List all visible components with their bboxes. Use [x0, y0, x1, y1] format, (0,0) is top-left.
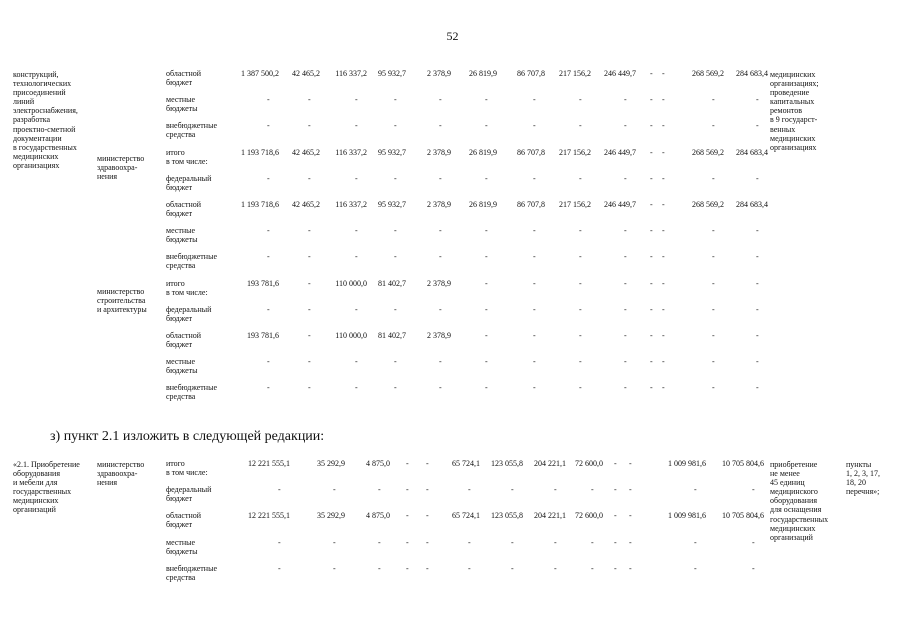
budget-label: областной бюджет [166, 200, 202, 218]
section2-row [0, 564, 905, 590]
value-cell: - [650, 147, 653, 157]
budget-label: местные бюджеты [166, 357, 198, 376]
section1-row [0, 174, 905, 200]
value-cell: - [394, 383, 397, 393]
page-number: 52 [446, 29, 459, 43]
value-cell: - [650, 173, 653, 183]
section-heading: з) пункт 2.1 изложить в следующей редакции: [50, 429, 325, 444]
value-cell: - [267, 383, 270, 393]
value-cell: - [533, 357, 536, 367]
budget-label: федеральный бюджет [166, 485, 212, 504]
budget-label: итого в том числе: [166, 278, 208, 297]
value-cell: - [439, 121, 442, 131]
value-cell: - [756, 173, 759, 183]
value-cell: - [756, 278, 759, 288]
value-cell: 42 465,2 [292, 147, 320, 157]
value-cell: - [406, 537, 409, 547]
value-cell: - [533, 383, 536, 393]
value-cell: - [426, 563, 429, 573]
value-cell: - [267, 226, 270, 236]
value-cell: - [406, 563, 409, 573]
value-cell: - [650, 278, 653, 288]
value-cell: - [624, 383, 627, 393]
value-cell: - [267, 252, 270, 262]
value-cell: - [662, 304, 665, 314]
value-cell: - [394, 252, 397, 262]
value-cell: - [624, 121, 627, 131]
value-cell: - [650, 121, 653, 131]
section1-description: конструкций, технологических присоединений линий электроснабжения, разработка проектно-сметной документации в государственных медицинских организациях [13, 70, 78, 170]
value-cell: - [579, 278, 582, 288]
value-cell: - [756, 252, 759, 262]
value-cell: - [579, 121, 582, 131]
value-cell: 2 378,9 [427, 331, 451, 340]
section1-row [0, 226, 905, 252]
value-cell: - [591, 537, 594, 547]
value-cell: - [267, 304, 270, 314]
value-cell: - [308, 252, 311, 262]
value-cell: - [712, 304, 715, 314]
value-cell: - [694, 537, 697, 547]
value-cell: - [579, 383, 582, 393]
value-cell: - [662, 200, 665, 209]
value-cell: - [378, 537, 381, 547]
value-cell: - [468, 485, 471, 495]
section1-executor-health: министерство здравоохра- нения [97, 154, 145, 182]
value-cell: - [712, 278, 715, 288]
budget-label: областной бюджет [166, 331, 202, 349]
value-cell: 204 221,1 [534, 459, 566, 468]
value-cell: - [614, 485, 617, 495]
value-cell: - [394, 95, 397, 105]
value-cell: - [662, 121, 665, 131]
value-cell: 268 569,2 [692, 69, 724, 78]
value-cell: - [333, 485, 336, 495]
value-cell: 2 378,9 [427, 147, 451, 157]
value-cell: 42 465,2 [292, 200, 320, 209]
value-cell: - [485, 95, 488, 105]
value-cell: - [756, 357, 759, 367]
value-cell: - [511, 563, 514, 573]
value-cell: - [426, 511, 429, 521]
value-cell: - [308, 95, 311, 105]
budget-label: итого в том числе: [166, 147, 208, 166]
value-cell: - [650, 304, 653, 314]
value-cell: - [712, 383, 715, 393]
value-cell: - [378, 563, 381, 573]
value-cell: 42 465,2 [292, 69, 320, 78]
budget-label: федеральный бюджет [166, 304, 212, 323]
value-cell: - [579, 331, 582, 340]
value-cell: - [533, 121, 536, 131]
value-cell: 35 292,9 [317, 511, 345, 521]
value-cell: - [614, 537, 617, 547]
value-cell: - [308, 173, 311, 183]
value-cell: - [712, 331, 715, 340]
value-cell: - [394, 226, 397, 236]
value-cell: - [394, 357, 397, 367]
budget-label: местные бюджеты [166, 537, 198, 556]
value-cell: 246 449,7 [604, 69, 636, 78]
section1-row [0, 252, 905, 278]
value-cell: 284 683,4 [736, 200, 768, 209]
value-cell: - [485, 226, 488, 236]
section1-result: медицинских организациях; проведение капитальных ремонтов в 9 государст- венных медицинских организациях [770, 70, 819, 152]
value-cell: 1 387 500,2 [241, 69, 279, 78]
value-cell: - [650, 95, 653, 105]
value-cell: - [614, 459, 617, 468]
value-cell: - [579, 304, 582, 314]
value-cell: 12 221 555,1 [248, 459, 290, 468]
value-cell: 1 193 718,6 [241, 147, 279, 157]
value-cell: - [308, 383, 311, 393]
value-cell: - [267, 173, 270, 183]
value-cell: - [554, 485, 557, 495]
value-cell: - [355, 226, 358, 236]
value-cell: 193 781,6 [247, 331, 279, 340]
value-cell: - [406, 485, 409, 495]
section1-row [0, 357, 905, 383]
value-cell: - [308, 121, 311, 131]
value-cell: 123 055,8 [491, 459, 523, 468]
value-cell: - [439, 226, 442, 236]
value-cell: 116 337,2 [335, 147, 367, 157]
value-cell: - [662, 383, 665, 393]
value-cell: - [278, 563, 281, 573]
value-cell: - [694, 563, 697, 573]
value-cell: - [712, 121, 715, 131]
value-cell: - [533, 95, 536, 105]
value-cell: - [485, 173, 488, 183]
section2-executor: министерство здравоохра- нения [97, 460, 145, 488]
budget-label: внебюджетные средства [166, 563, 217, 582]
value-cell: - [355, 383, 358, 393]
value-cell: 268 569,2 [692, 200, 724, 209]
value-cell: - [394, 173, 397, 183]
value-cell: - [629, 537, 632, 547]
value-cell: - [624, 95, 627, 105]
value-cell: 65 724,1 [452, 459, 480, 468]
value-cell: 1 009 981,6 [668, 511, 706, 521]
value-cell: - [579, 357, 582, 367]
value-cell: - [308, 226, 311, 236]
section2-description: «2.1. Приобретение оборудования и мебели для государственных медицинских организаций [13, 460, 80, 515]
value-cell: 95 932,7 [378, 147, 406, 157]
value-cell: 86 707,8 [517, 200, 545, 209]
value-cell: - [756, 226, 759, 236]
section1-row [0, 148, 905, 174]
value-cell: - [694, 485, 697, 495]
value-cell: - [485, 278, 488, 288]
value-cell: - [439, 173, 442, 183]
value-cell: - [591, 485, 594, 495]
value-cell: 4 875,0 [366, 511, 390, 521]
value-cell: - [650, 383, 653, 393]
value-cell: - [554, 537, 557, 547]
value-cell: - [267, 95, 270, 105]
budget-label: внебюджетные средства [166, 121, 217, 140]
value-cell: - [579, 226, 582, 236]
value-cell: - [308, 304, 311, 314]
value-cell: - [439, 95, 442, 105]
value-cell: - [624, 278, 627, 288]
value-cell: 110 000,0 [335, 331, 367, 340]
section2-row [0, 511, 905, 537]
value-cell: - [355, 304, 358, 314]
value-cell: 26 819,9 [469, 147, 497, 157]
value-cell: 86 707,8 [517, 147, 545, 157]
value-cell: - [650, 200, 653, 209]
value-cell: - [756, 95, 759, 105]
value-cell: 110 000,0 [335, 278, 367, 288]
budget-label: внебюджетные средства [166, 252, 217, 271]
value-cell: - [579, 95, 582, 105]
value-cell: 217 156,2 [559, 200, 591, 209]
value-cell: - [624, 252, 627, 262]
value-cell: - [485, 121, 488, 131]
value-cell: - [426, 485, 429, 495]
budget-label: внебюджетные средства [166, 383, 217, 402]
value-cell: - [662, 278, 665, 288]
section1-row [0, 305, 905, 331]
budget-label: федеральный бюджет [166, 173, 212, 192]
value-cell: - [355, 121, 358, 131]
value-cell: - [624, 226, 627, 236]
value-cell: - [278, 485, 281, 495]
value-cell: - [662, 173, 665, 183]
value-cell: - [629, 459, 632, 468]
value-cell: 1 009 981,6 [668, 459, 706, 468]
value-cell: - [752, 485, 755, 495]
value-cell: - [267, 121, 270, 131]
value-cell: - [662, 357, 665, 367]
value-cell: - [267, 357, 270, 367]
section1-row [0, 121, 905, 147]
value-cell: 284 683,4 [736, 147, 768, 157]
value-cell: - [485, 331, 488, 340]
value-cell: - [355, 252, 358, 262]
value-cell: - [485, 252, 488, 262]
value-cell: 95 932,7 [378, 69, 406, 78]
value-cell: 81 402,7 [378, 331, 406, 340]
value-cell: 204 221,1 [534, 511, 566, 521]
value-cell: - [554, 563, 557, 573]
value-cell: 246 449,7 [604, 200, 636, 209]
value-cell: - [712, 357, 715, 367]
value-cell: - [650, 357, 653, 367]
section1-row [0, 279, 905, 305]
value-cell: 217 156,2 [559, 147, 591, 157]
value-cell: - [712, 252, 715, 262]
value-cell: 116 337,2 [335, 69, 367, 78]
value-cell: - [614, 563, 617, 573]
value-cell: - [394, 304, 397, 314]
value-cell: - [624, 357, 627, 367]
value-cell: - [756, 121, 759, 131]
value-cell: - [485, 357, 488, 367]
value-cell: - [511, 537, 514, 547]
value-cell: - [591, 563, 594, 573]
section1-row [0, 95, 905, 121]
value-cell: - [712, 95, 715, 105]
value-cell: - [752, 537, 755, 547]
value-cell: - [439, 304, 442, 314]
value-cell: - [756, 304, 759, 314]
section2-result: приобретение не менее 45 единиц медицинского оборудования для оснащения государственных медицинских организаций [770, 460, 829, 542]
value-cell: - [624, 331, 627, 340]
value-cell: - [278, 537, 281, 547]
value-cell: - [355, 357, 358, 367]
value-cell: - [614, 511, 617, 521]
value-cell: - [308, 331, 311, 340]
value-cell: - [533, 226, 536, 236]
value-cell: - [650, 252, 653, 262]
value-cell: - [756, 383, 759, 393]
value-cell: - [650, 226, 653, 236]
value-cell: - [533, 173, 536, 183]
value-cell: - [378, 485, 381, 495]
value-cell: 72 600,0 [575, 511, 603, 521]
value-cell: - [629, 511, 632, 521]
value-cell: - [308, 357, 311, 367]
value-cell: - [426, 459, 429, 468]
value-cell: 86 707,8 [517, 69, 545, 78]
section1-row [0, 383, 905, 409]
value-cell: - [662, 95, 665, 105]
value-cell: - [662, 226, 665, 236]
section1-row [0, 69, 905, 95]
value-cell: - [712, 173, 715, 183]
value-cell: 10 705 804,6 [722, 511, 764, 521]
value-cell: - [662, 252, 665, 262]
value-cell: - [712, 226, 715, 236]
value-cell: - [650, 331, 653, 340]
value-cell: - [439, 357, 442, 367]
section2-row [0, 538, 905, 564]
section1-executor-construction: министерство строительства и архитектуры [97, 287, 147, 315]
value-cell: - [333, 563, 336, 573]
value-cell: 65 724,1 [452, 511, 480, 521]
value-cell: - [752, 563, 755, 573]
value-cell: - [426, 537, 429, 547]
value-cell: 116 337,2 [335, 200, 367, 209]
value-cell: 217 156,2 [559, 69, 591, 78]
value-cell: - [406, 511, 409, 521]
value-cell: 95 932,7 [378, 200, 406, 209]
value-cell: 1 193 718,6 [241, 200, 279, 209]
budget-label: местные бюджеты [166, 226, 198, 245]
value-cell: - [439, 252, 442, 262]
value-cell: - [485, 383, 488, 393]
value-cell: - [308, 278, 311, 288]
value-cell: - [650, 69, 653, 78]
value-cell: 2 378,9 [427, 69, 451, 78]
budget-label: местные бюджеты [166, 95, 198, 114]
budget-label: областной бюджет [166, 69, 202, 87]
value-cell: - [662, 69, 665, 78]
value-cell: - [579, 173, 582, 183]
value-cell: - [394, 121, 397, 131]
value-cell: - [355, 173, 358, 183]
section2-row [0, 485, 905, 511]
value-cell: 2 378,9 [427, 200, 451, 209]
value-cell: 268 569,2 [692, 147, 724, 157]
value-cell: 72 600,0 [575, 459, 603, 468]
value-cell: - [624, 304, 627, 314]
budget-label: итого в том числе: [166, 459, 208, 477]
value-cell: - [468, 563, 471, 573]
value-cell: - [662, 331, 665, 340]
value-cell: - [406, 459, 409, 468]
value-cell: - [355, 95, 358, 105]
value-cell: - [533, 278, 536, 288]
value-cell: - [439, 383, 442, 393]
value-cell: 4 875,0 [366, 459, 390, 468]
section1-row [0, 331, 905, 357]
value-cell: 35 292,9 [317, 459, 345, 468]
value-cell: - [662, 147, 665, 157]
budget-label: областной бюджет [166, 511, 202, 530]
value-cell: - [533, 331, 536, 340]
value-cell: - [511, 485, 514, 495]
value-cell: 81 402,7 [378, 278, 406, 288]
value-cell: 12 221 555,1 [248, 511, 290, 521]
value-cell: 10 705 804,6 [722, 459, 764, 468]
value-cell: - [756, 331, 759, 340]
value-cell: - [624, 173, 627, 183]
section1-row [0, 200, 905, 226]
section2-points: пункты 1, 2, 3, 17, 18, 20 перечня»; [846, 460, 880, 497]
value-cell: 246 449,7 [604, 147, 636, 157]
value-cell: 284 683,4 [736, 69, 768, 78]
value-cell: - [629, 485, 632, 495]
value-cell: - [333, 537, 336, 547]
value-cell: 123 055,8 [491, 511, 523, 521]
value-cell: - [579, 252, 582, 262]
value-cell: 193 781,6 [247, 278, 279, 288]
value-cell: - [485, 304, 488, 314]
value-cell: - [533, 252, 536, 262]
value-cell: - [533, 304, 536, 314]
value-cell: 26 819,9 [469, 69, 497, 78]
value-cell: 26 819,9 [469, 200, 497, 209]
value-cell: - [468, 537, 471, 547]
value-cell: - [629, 563, 632, 573]
value-cell: 2 378,9 [427, 278, 451, 288]
